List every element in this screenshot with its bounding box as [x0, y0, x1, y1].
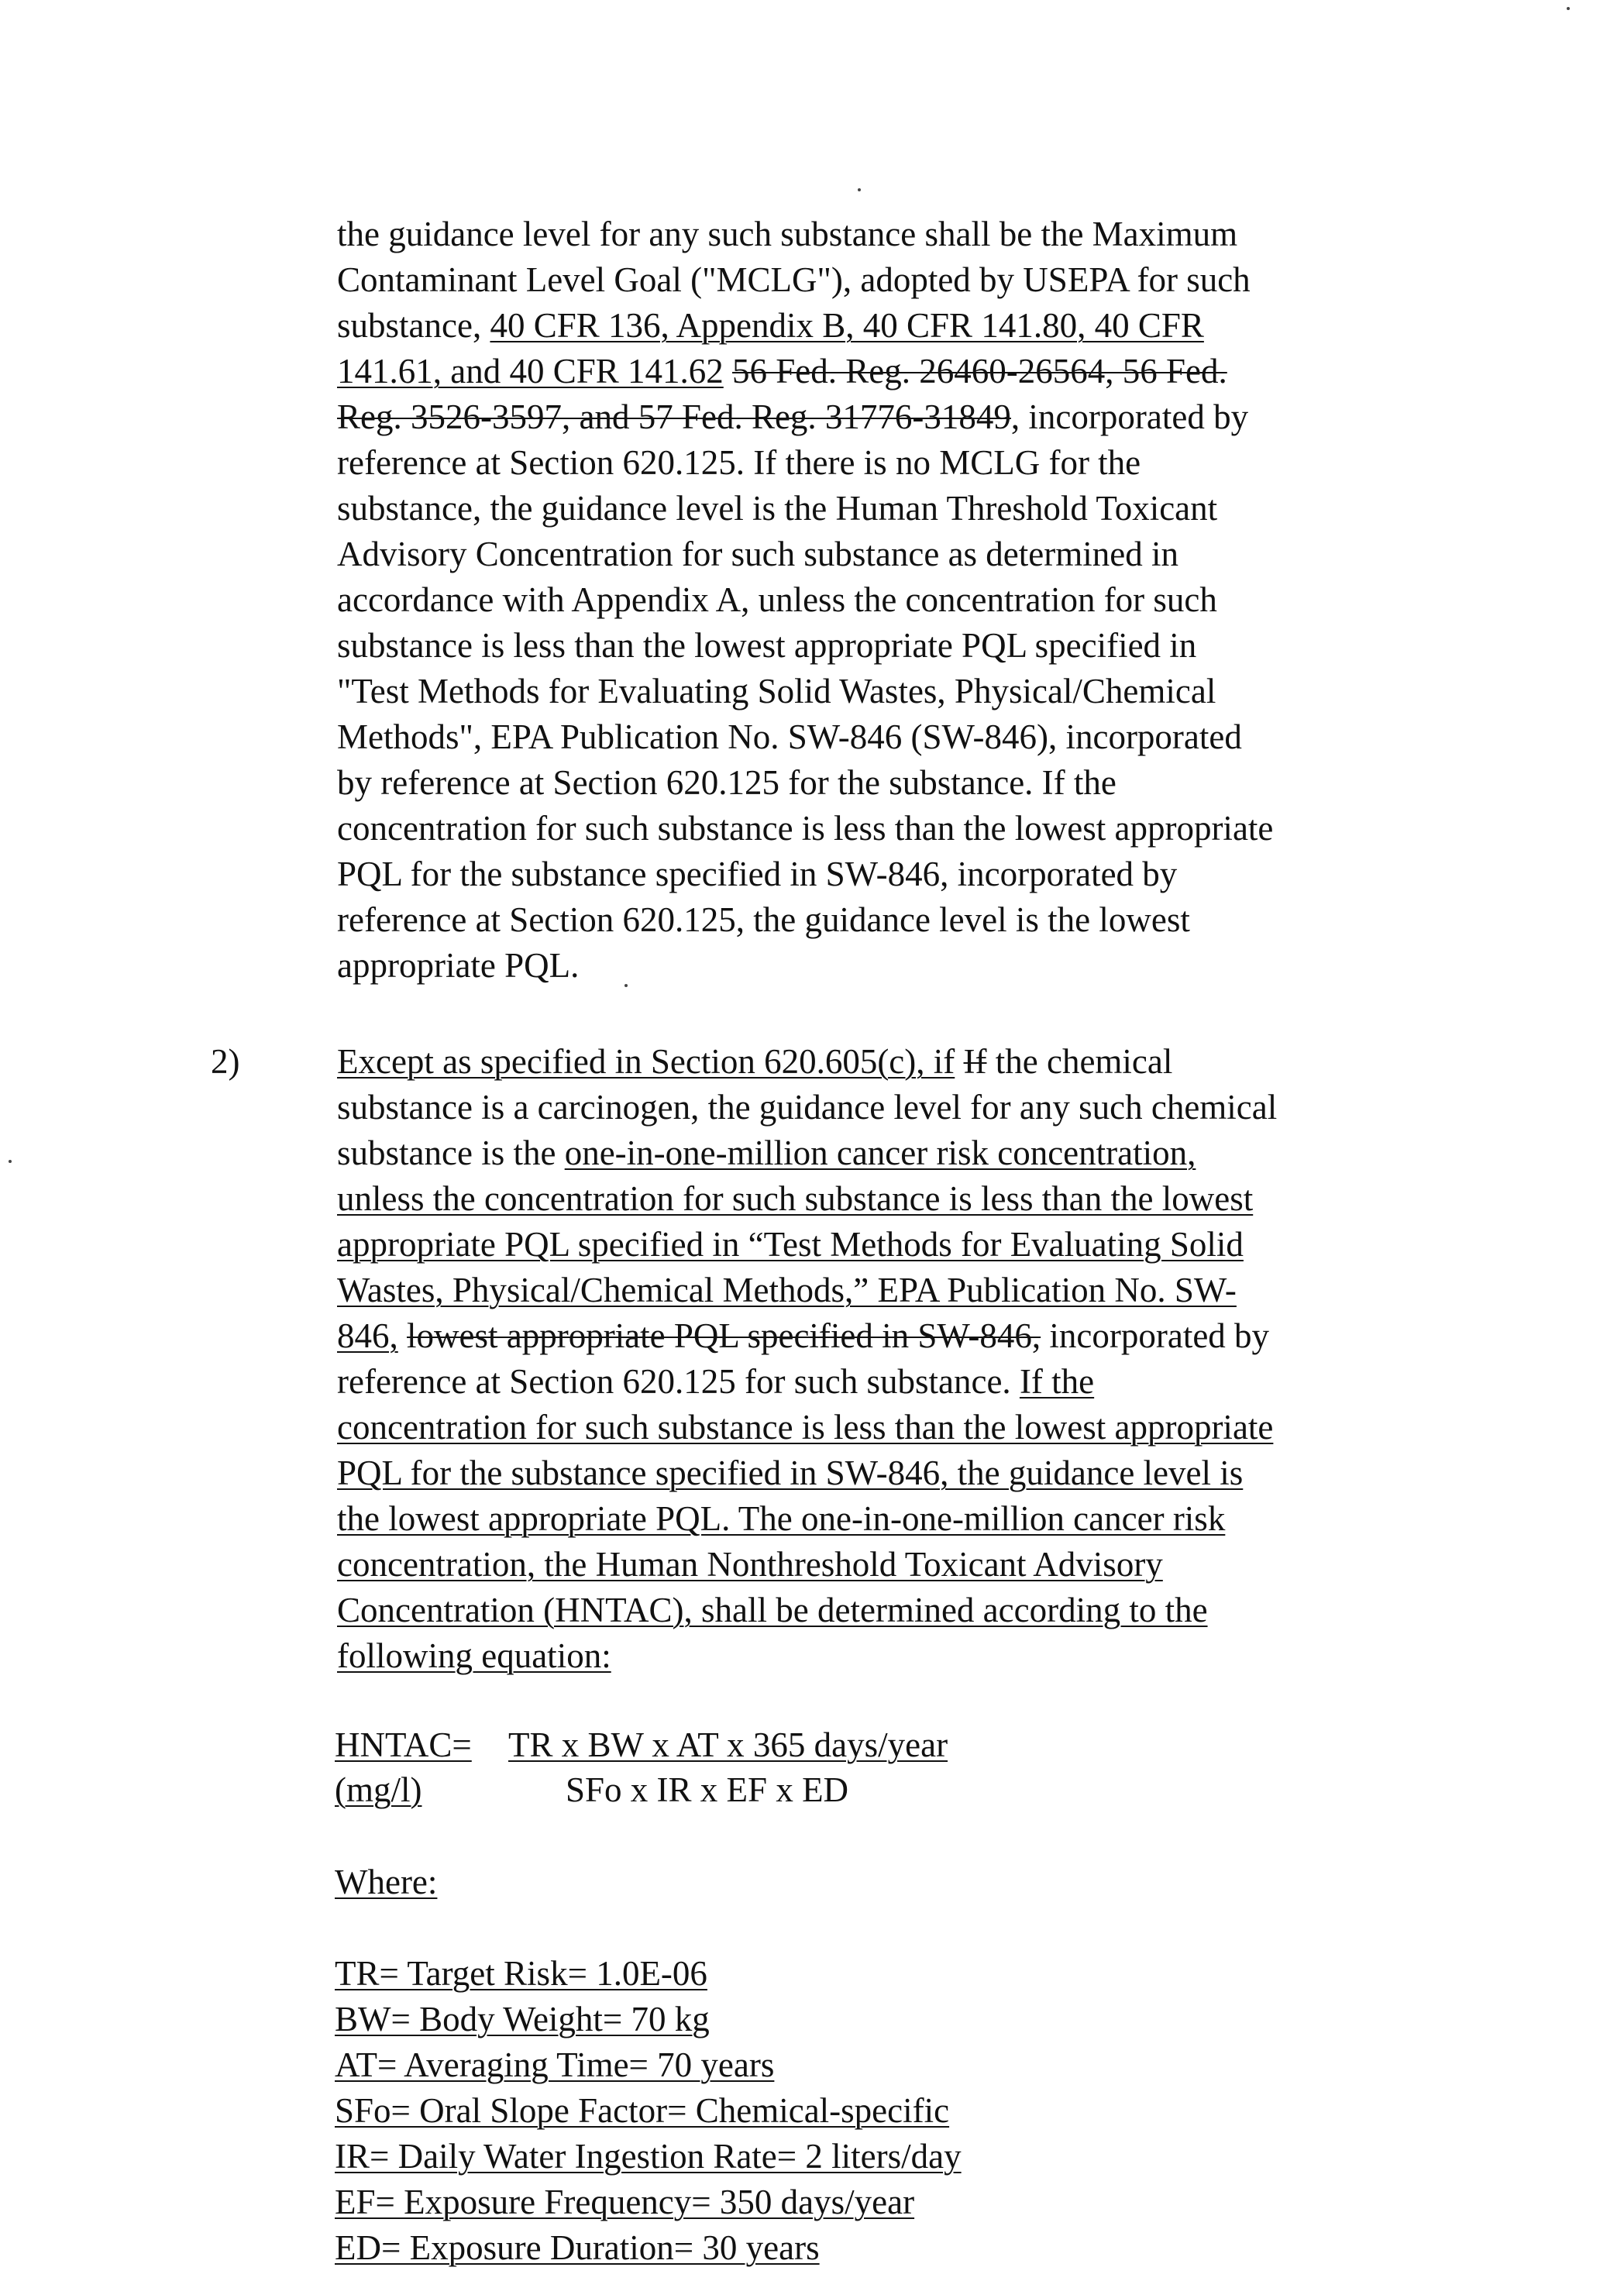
- inserted-text-line: unless the concentration for such substance is less than the lowest: [337, 1179, 1254, 1218]
- equation-denominator: SFo x IR x EF x ED: [566, 1770, 849, 1809]
- text-run: substance is the: [337, 1134, 565, 1172]
- text-line: Methods", EPA Publication No. SW-846 (SW-846), incorporated: [337, 717, 1242, 756]
- equation-units: (mg/l): [335, 1770, 422, 1809]
- text-run: [398, 1316, 407, 1355]
- scan-speck: [9, 1160, 12, 1163]
- inserted-text: 40 CFR 136, Appendix B, 40 CFR 141.80, 40 CFR: [490, 306, 1204, 345]
- text-line: [337, 1039, 1391, 1085]
- variable-definition: SFo= Oral Slope Factor= Chemical-specific: [335, 2091, 950, 2130]
- text-line: by reference at Section 620.125 for the substance. If the: [337, 763, 1116, 802]
- text-line: substance is less than the lowest appropriate PQL specified in: [337, 626, 1197, 665]
- inserted-text-line: the lowest appropriate PQL. The one-in-one-million cancer risk: [337, 1499, 1226, 1538]
- text-run: , incorporated by: [1010, 397, 1249, 436]
- text-run: the chemical: [986, 1042, 1173, 1081]
- text-line: reference at Section 620.125, the guidance level is the lowest: [337, 900, 1190, 939]
- equation-lhs: HNTAC=: [335, 1725, 472, 1764]
- text-line: reference at Section 620.125. If there is no MCLG for the: [337, 443, 1141, 482]
- scan-speck: [1567, 7, 1570, 10]
- inserted-text: If the: [1019, 1362, 1095, 1401]
- inserted-text-line: appropriate PQL specified in “Test Methods for Evaluating Solid: [337, 1225, 1244, 1264]
- text-run: [955, 1042, 963, 1081]
- text-run: reference at Section 620.125 for such substance.: [337, 1362, 1020, 1401]
- text-line: concentration for such substance is less than the lowest appropriate: [337, 809, 1274, 848]
- text-line: "Test Methods for Evaluating Solid Wastes, Physical/Chemical: [337, 672, 1216, 710]
- text-line: [337, 1313, 1391, 1359]
- variable-definition: EF= Exposure Frequency= 350 days/year: [335, 2183, 915, 2221]
- text-line: PQL for the substance specified in SW-846, incorporated by: [337, 855, 1178, 893]
- text-line: [337, 349, 1391, 394]
- scan-speck: [858, 188, 861, 191]
- inserted-text-line: concentration, the Human Nonthreshold Toxicant Advisory: [337, 1545, 1163, 1584]
- inserted-text-line: concentration for such substance is less than the lowest appropriate: [337, 1408, 1274, 1447]
- inserted-text-line: Concentration (HNTAC), shall be determined according to the: [337, 1591, 1208, 1629]
- variable-definition: TR= Target Risk= 1.0E-06: [335, 1954, 707, 1993]
- variable-definition: BW= Body Weight= 70 kg: [335, 2000, 710, 2038]
- text-line: substance, the guidance level is the Human Threshold Toxicant: [337, 489, 1218, 528]
- variable-definition: ED= Exposure Duration= 30 years: [335, 2228, 820, 2267]
- deleted-text: Reg. 3526-3597, and 57 Fed. Reg. 31776-31849: [337, 397, 1011, 436]
- inserted-text: 846,: [337, 1316, 398, 1355]
- text-line: substance is a carcinogen, the guidance level for any such chemical: [337, 1088, 1278, 1127]
- text-line: [337, 1359, 1391, 1405]
- text-run: substance,: [337, 306, 490, 345]
- variable-definition: IR= Daily Water Ingestion Rate= 2 liters/day: [335, 2137, 962, 2176]
- variable-definition: AT= Averaging Time= 70 years: [335, 2045, 775, 2084]
- paragraph-number: 2): [211, 1042, 240, 1081]
- inserted-text: 141.61, and 40 CFR 141.62: [337, 352, 724, 390]
- variable-definitions: [335, 1951, 1388, 2271]
- deleted-text: lowest appropriate PQL specified in SW-846,: [407, 1316, 1041, 1355]
- text-line: accordance with Appendix A, unless the concentration for such: [337, 580, 1217, 619]
- paragraph-2: [337, 1039, 1391, 1679]
- text-run: [724, 352, 732, 390]
- inserted-text-line: Wastes, Physical/Chemical Methods,” EPA Publication No. SW-: [337, 1271, 1237, 1309]
- text-line: the guidance level for any such substance shall be the Maximum: [337, 215, 1238, 253]
- text-line: [337, 1130, 1391, 1176]
- text-line: Contaminant Level Goal ("MCLG"), adopted by USEPA for such: [337, 260, 1251, 299]
- paragraph-continuation: [337, 212, 1391, 989]
- text-line: [337, 303, 1391, 349]
- inserted-text: Except as specified in Section 620.605(c), if: [337, 1042, 955, 1081]
- where-label: Where:: [335, 1863, 438, 1901]
- deleted-text: 56 Fed. Reg. 26460-26564, 56 Fed.: [732, 352, 1227, 390]
- text-line: Advisory Concentration for such substance as determined in: [337, 535, 1178, 573]
- inserted-text: one-in-one-million cancer risk concentration,: [564, 1134, 1196, 1172]
- deleted-text: If: [963, 1042, 987, 1081]
- text-line: appropriate PQL.: [337, 946, 580, 985]
- text-run: incorporated by: [1041, 1316, 1270, 1355]
- inserted-text-line: PQL for the substance specified in SW-846, the guidance level is: [337, 1454, 1244, 1492]
- equation-numerator: TR x BW x AT x 365 days/year: [508, 1725, 948, 1764]
- text-line: [337, 394, 1391, 440]
- inserted-text-line: following equation:: [337, 1636, 611, 1675]
